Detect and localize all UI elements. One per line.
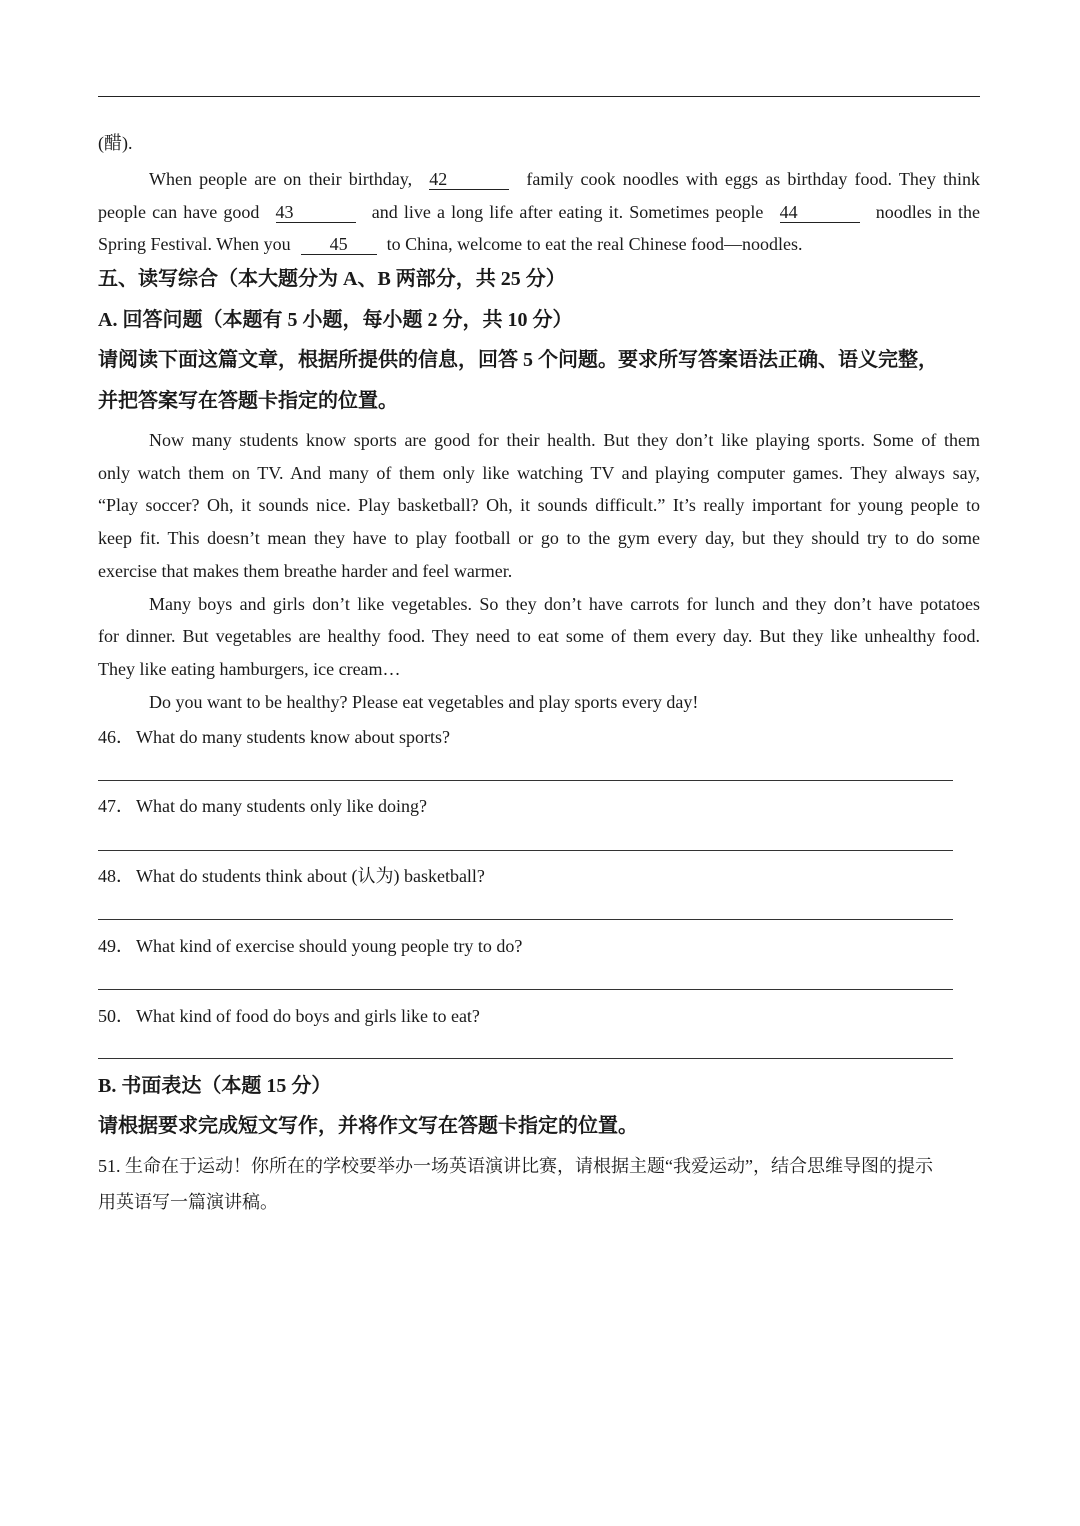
question-51-line-2: 用英语写一篇演讲稿。 <box>98 1192 278 1212</box>
question-50 <box>98 1005 480 1027</box>
cloze-fragment: (醋). <box>98 133 133 153</box>
answer-line-49[interactable] <box>98 989 953 990</box>
cloze-text: noodles in the <box>875 202 981 222</box>
part-a-instruction-2: 并把答案写在答题卡指定的位置。 <box>98 390 398 412</box>
question-number: 48． <box>98 866 134 886</box>
blank-42: 42 <box>429 170 509 190</box>
cloze-text: people can have good <box>98 202 260 222</box>
passage-line: They like eating hamburgers, ice cream… <box>98 659 401 679</box>
question-47 <box>98 795 427 817</box>
question-text: What do many students know about sports? <box>136 727 450 747</box>
question-text: What kind of exercise should young people try to do? <box>136 936 523 956</box>
cloze-line-3 <box>98 233 980 255</box>
question-46 <box>98 726 450 748</box>
blank-43: 43 <box>276 203 356 223</box>
passage-line: Many boys and girls don’t like vegetables. So they don’t have carrots for lunch and they don’t have potatoes <box>149 594 980 614</box>
part-b-title: B. 书面表达（本题 15 分） <box>98 1075 332 1097</box>
question-51-line-1: 51. 生命在于运动！你所在的学校要举办一场英语演讲比赛，请根据主题“我爱运动”，结合思维导图的提示 <box>98 1156 933 1176</box>
answer-line-48[interactable] <box>98 919 953 920</box>
blank-44: 44 <box>780 203 860 223</box>
passage-line: Do you want to be healthy? Please eat vegetables and play sports every day! <box>149 692 699 712</box>
part-a-title: A. 回答问题（本题有 5 小题，每小题 2 分，共 10 分） <box>98 309 573 331</box>
passage-line: for dinner. But vegetables are healthy food. They need to eat some of them every day. But they like unhealthy food. <box>98 626 980 646</box>
question-text: What do many students only like doing? <box>136 796 427 816</box>
cloze-text: and live a long life after eating it. Sometimes people <box>371 202 764 222</box>
header-rule <box>98 96 980 97</box>
question-text: What kind of food do boys and girls like to eat? <box>136 1006 480 1026</box>
part-a-instruction-1: 请阅读下面这篇文章，根据所提供的信息，回答 5 个问题。要求所写答案语法正确、语义完整， <box>98 349 938 371</box>
answer-line-46[interactable] <box>98 780 953 781</box>
question-number: 50． <box>98 1006 134 1026</box>
cloze-text: Spring Festival. When you <box>98 234 291 254</box>
blank-45: 45 <box>301 235 377 255</box>
passage-line: exercise that makes them breathe harder and feel warmer. <box>98 561 513 581</box>
question-49 <box>98 935 522 957</box>
answer-line-47[interactable] <box>98 850 953 851</box>
section-title: 五、读写综合（本大题分为 A、B 两部分，共 25 分） <box>98 268 566 290</box>
cloze-text: family cook noodles with eggs as birthday food. They think <box>526 169 981 189</box>
question-number: 47． <box>98 796 134 816</box>
question-number: 46． <box>98 727 134 747</box>
passage-line: “Play soccer? Oh, it sounds nice. Play basketball? Oh, it sounds difficult.” It’s really important for young people to <box>98 495 980 515</box>
question-number: 49． <box>98 936 134 956</box>
question-text: What do students think about (认为) basketball? <box>136 866 485 886</box>
part-b-instruction: 请根据要求完成短文写作，并将作文写在答题卡指定的位置。 <box>98 1115 638 1137</box>
passage-line: keep fit. This doesn’t mean they have to play football or go to the gym every day, but they should try to do some <box>98 528 980 548</box>
cloze-line-1 <box>149 168 980 190</box>
passage-line: only watch them on TV. And many of them only like watching TV and playing computer games. They always say, <box>98 463 980 483</box>
cloze-text: to China, welcome to eat the real Chinese food—noodles. <box>386 234 803 254</box>
cloze-line-2 <box>98 201 980 223</box>
question-48 <box>98 865 485 887</box>
cloze-text: When people are on their birthday, <box>149 169 413 189</box>
passage-line: Now many students know sports are good for their health. But they don’t like playing sports. Some of them <box>149 430 980 450</box>
answer-line-50[interactable] <box>98 1058 953 1059</box>
